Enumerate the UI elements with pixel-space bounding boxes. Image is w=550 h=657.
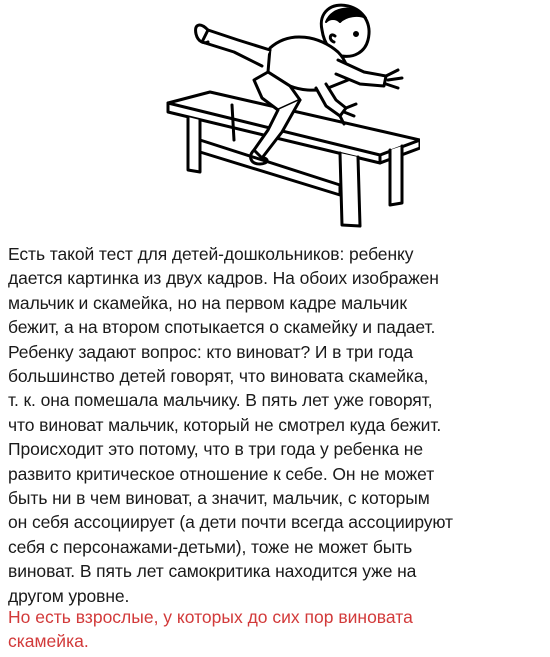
text-line: Происходит это потому, что в три года у ребенка не	[8, 439, 423, 460]
boy-tripping-over-bench-icon	[150, 0, 420, 235]
text-line: что виноват мальчик, который не смотрел куда бежит.	[8, 414, 442, 435]
text-line: виноват. В пять лет самокритика находится уже на	[8, 561, 417, 582]
text-line: развито критическое отношение к себе. Он не может	[8, 463, 435, 484]
text-line: другом уровне.	[8, 585, 130, 606]
conclusion-line: Но есть взрослые, у которых до сих пор виновата	[8, 607, 413, 627]
text-line: т. к. она помешала мальчику. В пять лет уже говорят,	[8, 390, 433, 411]
text-line: бежит, а на втором спотыкается о скамейку и падает.	[8, 317, 436, 338]
text-line: большинство детей говорят, что виновата скамейка,	[8, 366, 429, 387]
text-line: себя с персонажами-детьми), тоже не может быть	[8, 536, 413, 557]
main-paragraph	[8, 242, 544, 608]
conclusion-paragraph	[8, 605, 544, 654]
text-line: Ребенку задают вопрос: кто виноват? И в три года	[8, 341, 413, 362]
text-line: мальчик и скамейка, но на первом кадре мальчик	[8, 292, 407, 313]
text-line: быть ни в чем виноват, а значит, мальчик, с которым	[8, 488, 430, 509]
text-line: дается картинка из двух кадров. На обоих изображен	[8, 268, 439, 289]
text-line: он себя ассоциирует (а дети почти всегда ассоциируют	[8, 512, 453, 533]
text-line: Есть такой тест для детей-дошкольников: ребенку	[8, 244, 414, 264]
conclusion-line: скамейка.	[8, 631, 89, 652]
boy-tripping-over-bench-illustration	[150, 0, 420, 235]
